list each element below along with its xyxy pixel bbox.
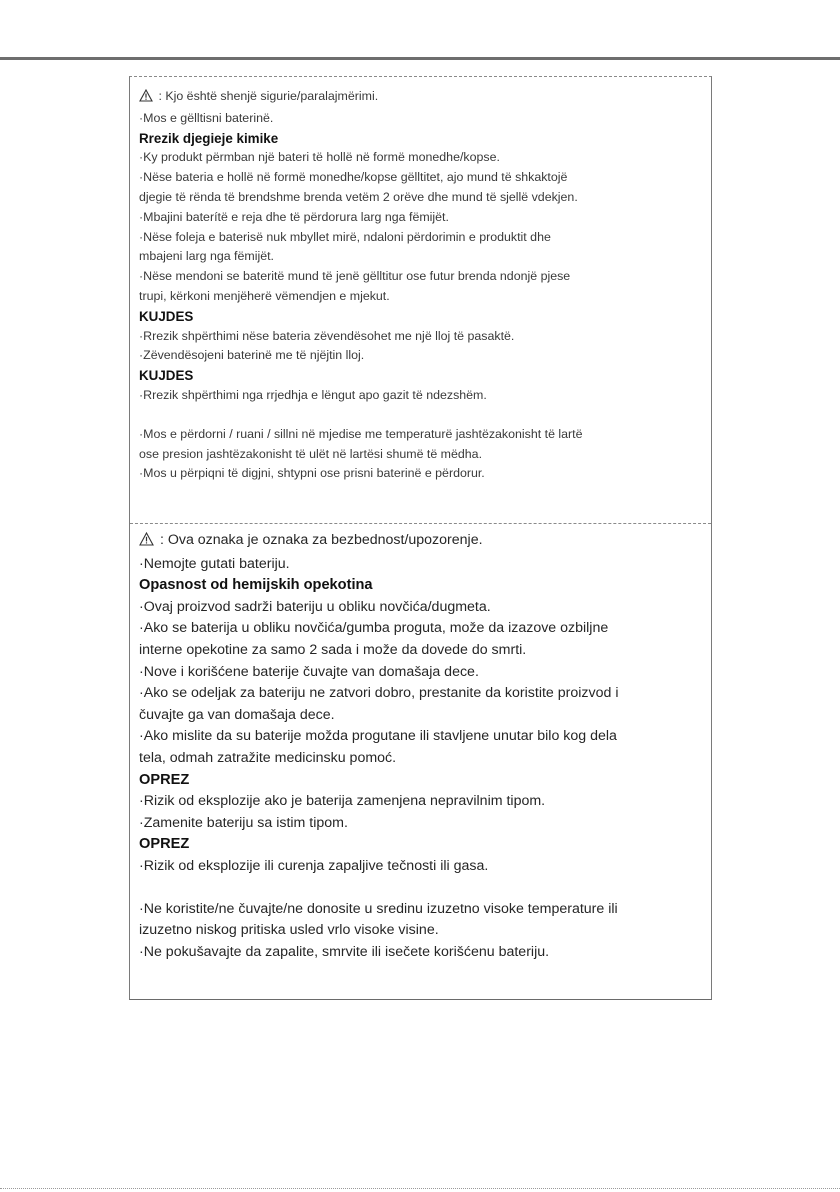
text-line: ·Ne pokušavajte da zapalite, smrvite ili isečete korišćenu bateriju. <box>139 943 550 960</box>
heading: KUJDES <box>139 368 194 384</box>
text-line: ·Ako mislite da su baterije možda progutane ili stavljene unutar bilo kog dela <box>139 728 617 745</box>
albanian-lines <box>139 109 711 484</box>
text-line: ·Ovaj proizvod sadrži bateriju u obliku novčića/dugmeta. <box>139 598 491 615</box>
text-line: ·Nëse mendoni se bateritë mund të jenë gëlltitur ose futur brenda ndonjë pjese <box>139 269 571 284</box>
text-line: ·Rizik od eksplozije ako je baterija zamenjena nepravilnim tipom. <box>139 793 546 810</box>
text-line: ·Zamenite bateriju sa istim tipom. <box>139 814 348 831</box>
text-line: čuvajte ga van domašaja dece. <box>139 706 335 723</box>
text-line: ·Rrezik shpërthimi nëse bateria zëvendësohet me një lloj të pasaktë. <box>139 328 515 343</box>
text-line: ·Mos e gëlltisni baterinë. <box>139 110 274 125</box>
text-line: izuzetno niskog pritiska usled vrlo visoke visine. <box>139 922 439 939</box>
text-line: ·Rizik od eksplozije ili curenja zapaljive tečnosti ili gasa. <box>139 857 489 874</box>
footer-rule <box>0 1188 840 1189</box>
text-line: ·Nëse bateria e hollë në formë monedhe/kopse gëlltitet, ajo mund të shkaktojë <box>139 170 568 185</box>
serbian-lines <box>139 554 711 964</box>
warning-text: : Ova oznaka je oznaka za bezbednost/upozorenje. <box>156 532 483 548</box>
text-line: djegie të rënda të brendshme brenda vetëm 2 orëve dhe mund të sjellë vdekjen. <box>139 189 578 204</box>
heading: OPREZ <box>139 771 190 788</box>
heading: KUJDES <box>139 308 194 324</box>
warning-text: : Kjo është shenjë sigurie/paralajmërimi. <box>155 89 379 103</box>
text-line: ·Mbajini baterítë e reja dhe të përdorura larg nga fëmijët. <box>139 209 449 224</box>
warning-triangle-icon <box>139 89 153 109</box>
heading: Opasnost od hemijskih opekotina <box>139 577 373 594</box>
section-divider <box>130 523 711 524</box>
blank-line <box>139 406 711 425</box>
text-line: interne opekotine za samo 2 sada i može da dovede do smrti. <box>139 641 527 658</box>
text-line: mbajeni larg nga fëmijët. <box>139 249 274 264</box>
albanian-section <box>139 87 711 484</box>
text-line: ·Mos e përdorni / ruani / sillni në mjedise me temperaturë jashtëzakonisht të lartë <box>139 426 583 441</box>
warning-triangle-icon <box>139 532 154 554</box>
text-line: ose presion jashtëzakonisht të ulët në lartësi shumë të mëdha. <box>139 446 483 461</box>
text-line: ·Ako se baterija u obliku novčića/gumba proguta, može da izazove ozbiljne <box>139 620 609 637</box>
header-rule <box>0 57 840 60</box>
text-line: ·Nemojte gutati bateriju. <box>139 555 290 572</box>
text-line: ·Ky produkt përmban një bateri të hollë në formë monedhe/kopse. <box>139 150 500 165</box>
heading: Rrezik djegieje kimike <box>139 130 279 146</box>
blank-line <box>139 878 711 899</box>
text-line: tela, odmah zatražite medicinsku pomoć. <box>139 749 397 766</box>
warning-line <box>139 530 711 554</box>
text-line: ·Nëse foleja e baterisë nuk mbyllet mirë, ndaloni përdorimin e produktit dhe <box>139 229 551 244</box>
text-line: ·Mos u përpiqni të digjni, shtypni ose prisni baterinë e përdorur. <box>139 466 485 481</box>
warning-line <box>139 87 711 109</box>
safety-notice-box <box>129 76 712 1000</box>
text-line: ·Nove i korišćene baterije čuvajte van domašaja dece. <box>139 663 479 680</box>
serbian-section <box>139 530 711 963</box>
text-line: ·Ako se odeljak za bateriju ne zatvori dobro, prestanite da koristite proizvod i <box>139 685 619 702</box>
text-line: ·Rrezik shpërthimi nga rrjedhja e lëngut apo gazit të ndezshëm. <box>139 387 487 402</box>
text-line: ·Zëvendësojeni baterinë me të njëjtin lloj. <box>139 348 365 363</box>
text-line: trupi, kërkoni menjëherë vëmendjen e mjekut. <box>139 288 390 303</box>
heading: OPREZ <box>139 836 190 853</box>
text-line: ·Ne koristite/ne čuvajte/ne donosite u sredinu izuzetno visoke temperature ili <box>139 900 618 917</box>
